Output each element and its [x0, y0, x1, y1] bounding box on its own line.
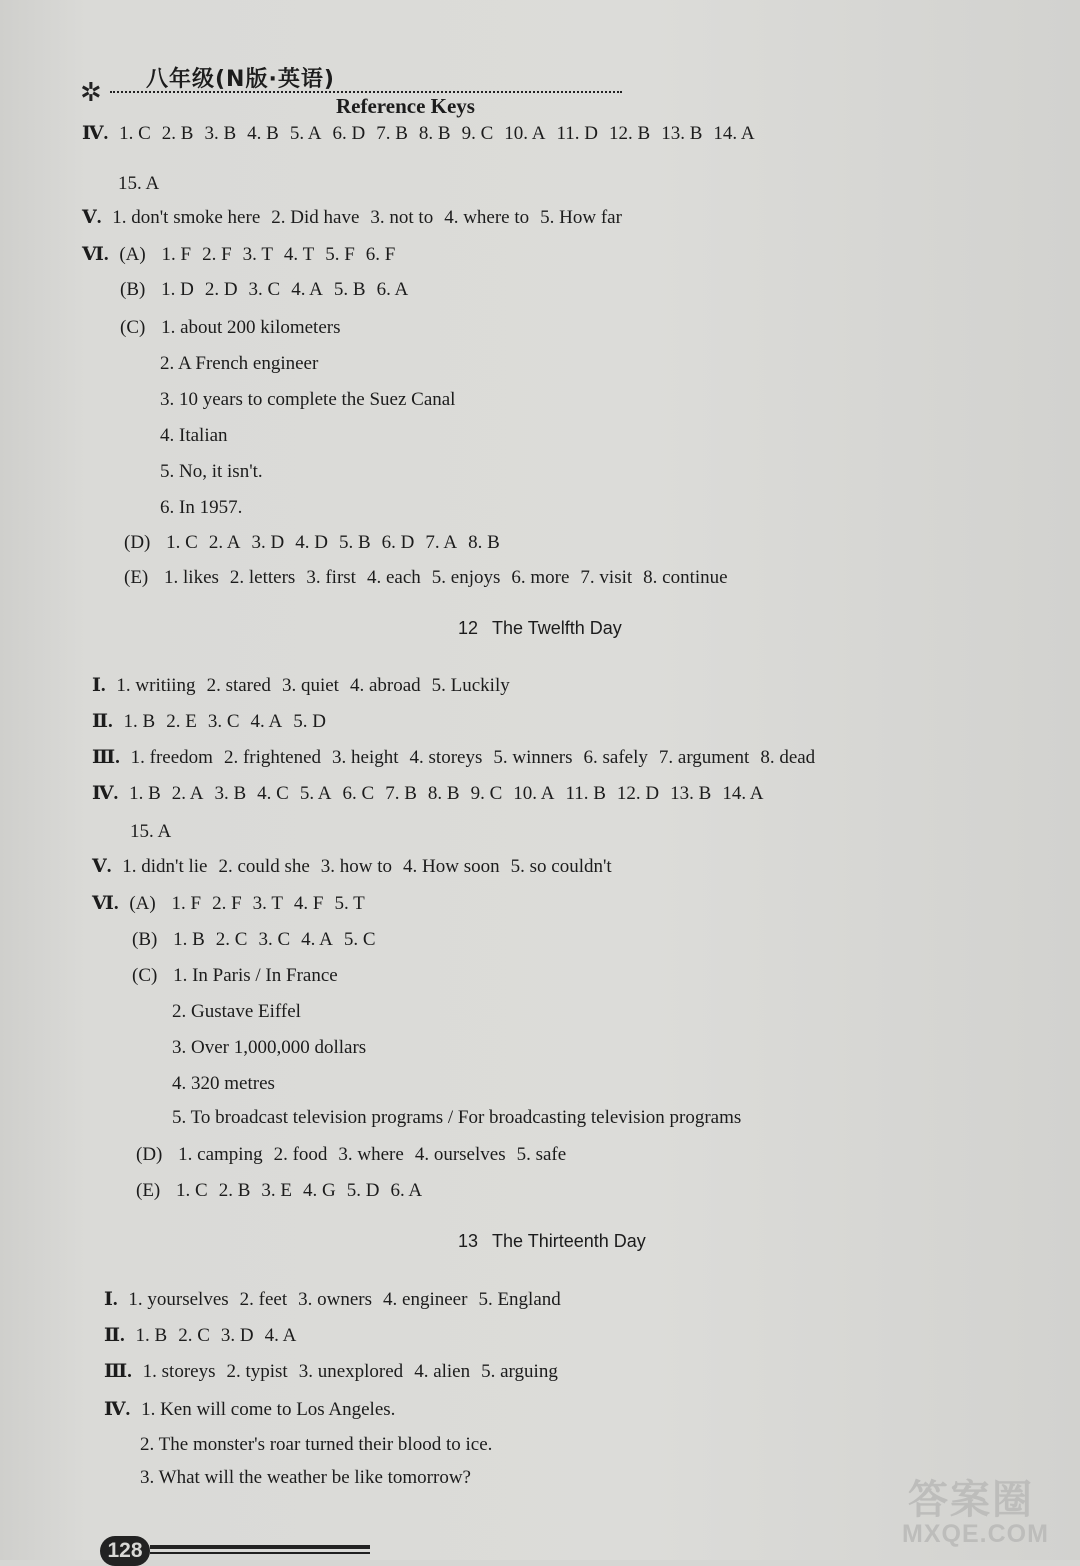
s12-row-i: Ⅰ. 1. writiing 2. stared 3. quiet 4. abroad 5. Luckily: [92, 675, 510, 696]
answer-row-vi-d: (D) 1. C 2. A 3. D 4. D 5. B 6. D 7. A 8. B: [124, 532, 500, 553]
s12-vi-c-5: 5. To broadcast television programs / For broadcasting television programs: [172, 1107, 742, 1128]
watermark-logo: 答案圈: [908, 1478, 1034, 1522]
header-dotted-rule: [110, 91, 622, 93]
flower-icon: ✲: [80, 78, 102, 107]
section-heading-13: 13 The Thirteenth Day: [458, 1231, 646, 1251]
s12-vi-c-4: 4. 320 metres: [172, 1073, 275, 1094]
section-heading-12: 12 The Twelfth Day: [458, 618, 622, 638]
s13-iv-2: 2. The monster's roar turned their blood to ice.: [140, 1434, 493, 1455]
answer-row-iv: Ⅳ. 1. C 2. B 3. B 4. B 5. A 6. D 7. B 8. B 9. C 10. A 11. D 12. B 13. B 14. A: [82, 123, 755, 144]
footer-rule: [150, 1545, 370, 1554]
s12-row-iv-continued: 15. A: [130, 821, 172, 842]
answer-vi-c-2: 2. A French engineer: [160, 353, 319, 374]
s13-row-iii: Ⅲ. 1. storeys 2. typist 3. unexplored 4. alien 5. arguing: [104, 1361, 558, 1382]
s12-row-vi-c: (C) 1. In Paris / In France: [132, 965, 338, 986]
answer-row-vi-a: Ⅵ. (A) 1. F 2. F 3. T 4. T 5. F 6. F: [82, 244, 396, 265]
answer-vi-c-3: 3. 10 years to complete the Suez Canal: [160, 389, 456, 410]
answer-vi-c-5: 5. No, it isn't.: [160, 461, 263, 482]
page-title: Reference Keys: [336, 94, 475, 118]
s13-iv-3: 3. What will the weather be like tomorrow?: [140, 1467, 471, 1488]
answer-vi-c-6: 6. In 1957.: [160, 497, 243, 518]
answer-row-vi-c: (C) 1. about 200 kilometers: [120, 317, 341, 338]
answer-row-vi-e: (E) 1. likes 2. letters 3. first 4. each 5. enjoys 6. more 7. visit 8. continue: [124, 567, 728, 588]
page-number: 128: [100, 1536, 150, 1566]
s12-row-iv: Ⅳ. 1. B 2. A 3. B 4. C 5. A 6. C 7. B 8. B 9. C 10. A 11. B 12. D 13. B 14. A: [92, 783, 764, 804]
s12-row-vi-b: (B) 1. B 2. C 3. C 4. A 5. C: [132, 929, 376, 950]
answer-row-v: Ⅴ. 1. don't smoke here 2. Did have 3. not to 4. where to 5. How far: [82, 207, 622, 228]
s13-row-iv: Ⅳ. 1. Ken will come to Los Angeles.: [104, 1399, 396, 1420]
watermark-url: MXQE.COM: [902, 1520, 1049, 1548]
watermark: [880, 1464, 1070, 1554]
book-grade-label: 八年级(N版·英语): [146, 67, 335, 92]
s12-row-iii: Ⅲ. 1. freedom 2. frightened 3. height 4. storeys 5. winners 6. safely 7. argument 8. dead: [92, 747, 816, 768]
s12-vi-c-2: 2. Gustave Eiffel: [172, 1001, 301, 1022]
s12-row-vi-d: (D) 1. camping 2. food 3. where 4. ourselves 5. safe: [136, 1144, 567, 1165]
s12-row-vi-a: Ⅵ. (A) 1. F 2. F 3. T 4. F 5. T: [92, 893, 365, 914]
s12-row-v: Ⅴ. 1. didn't lie 2. could she 3. how to 4. How soon 5. so couldn't: [92, 856, 612, 877]
s12-row-ii: Ⅱ. 1. B 2. E 3. C 4. A 5. D: [92, 711, 326, 732]
answer-vi-c-4: 4. Italian: [160, 425, 228, 446]
answer-row-vi-b: (B) 1. D 2. D 3. C 4. A 5. B 6. A: [120, 279, 409, 300]
s12-vi-c-3: 3. Over 1,000,000 dollars: [172, 1037, 367, 1058]
answer-row-iv-continued: 15. A: [118, 173, 160, 194]
s13-row-i: Ⅰ. 1. yourselves 2. feet 3. owners 4. engineer 5. England: [104, 1289, 561, 1310]
s13-row-ii: Ⅱ. 1. B 2. C 3. D 4. A: [104, 1325, 297, 1346]
s12-row-vi-e: (E) 1. C 2. B 3. E 4. G 5. D 6. A: [136, 1180, 423, 1201]
